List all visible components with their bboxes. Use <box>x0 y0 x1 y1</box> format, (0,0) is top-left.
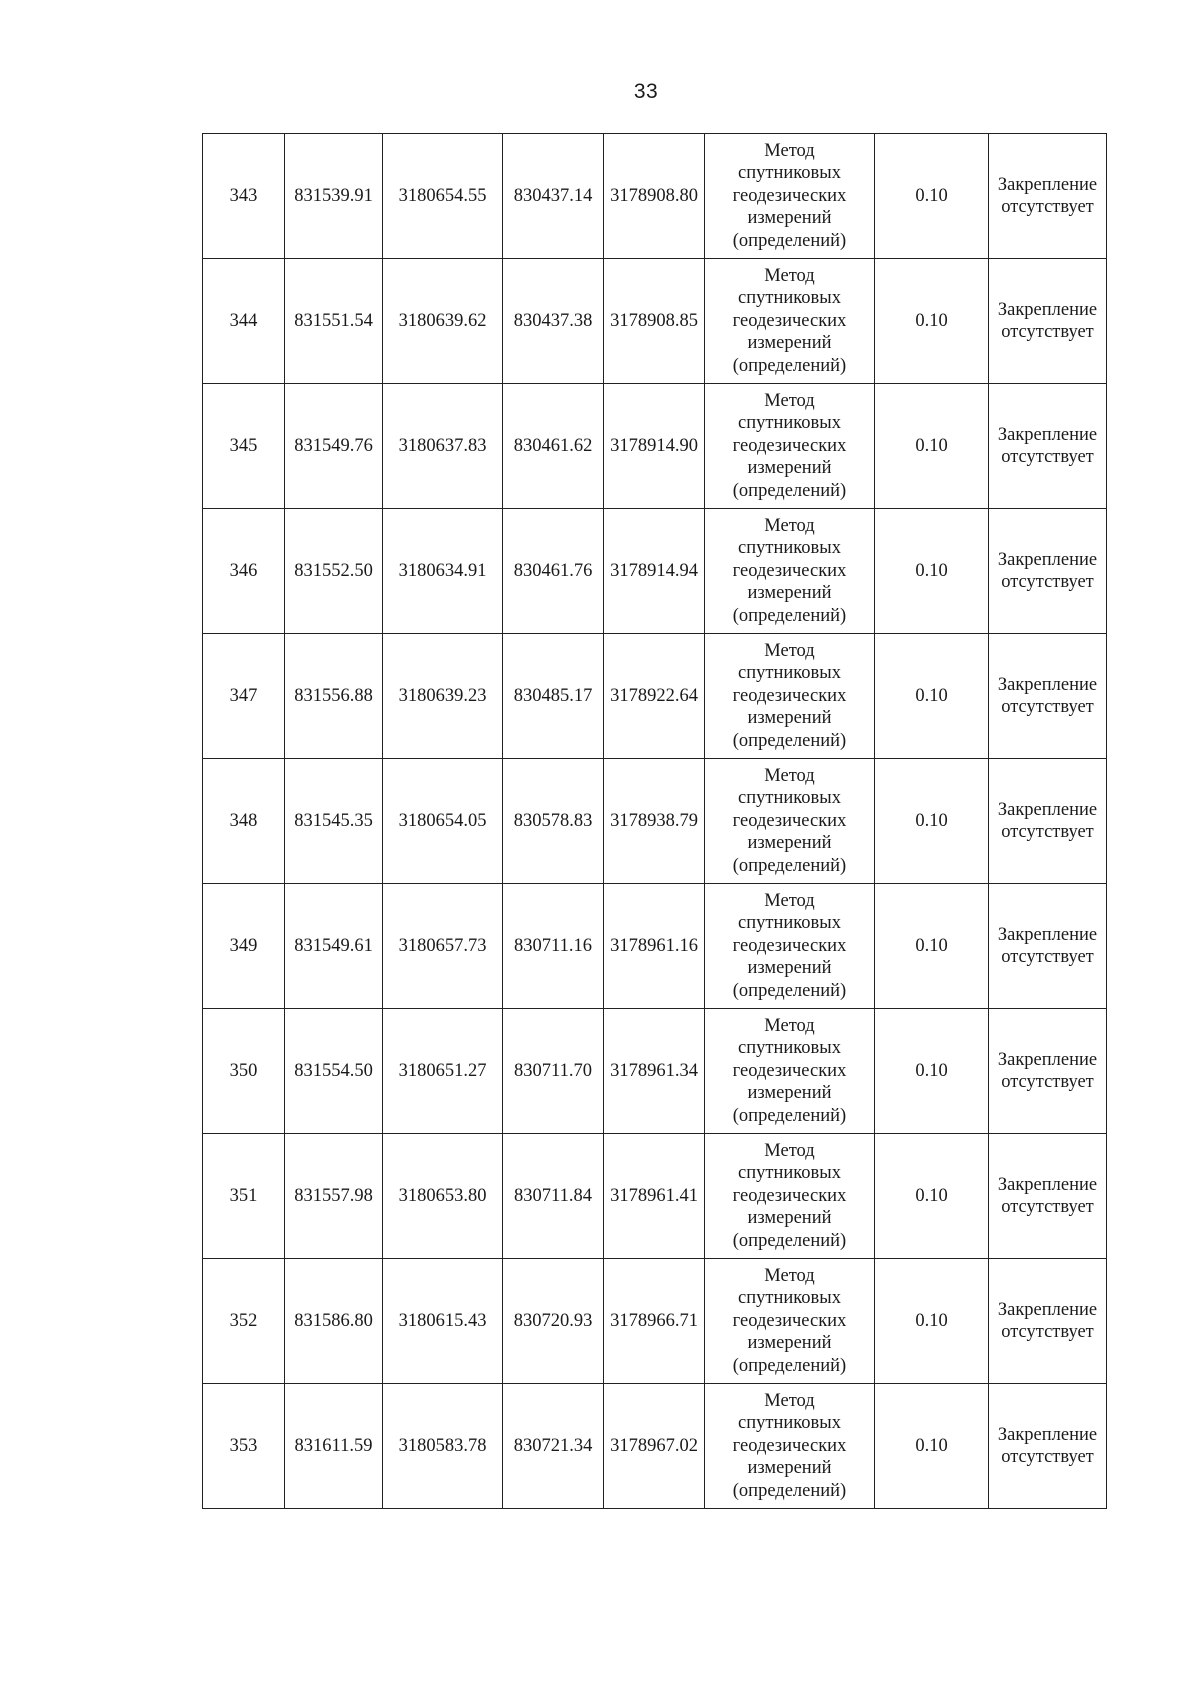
fixing-text-line: отсутствует <box>1001 1322 1094 1342</box>
x-coordinate-alt-cell: 830485.17 <box>503 634 604 759</box>
fixing-text-line: отсутствует <box>1001 822 1094 842</box>
point-number-cell: 343 <box>203 134 285 259</box>
table-row <box>203 259 1107 384</box>
method-text-line: спутниковых <box>738 1288 841 1309</box>
fixing-text-line: отсутствует <box>1001 572 1094 592</box>
y-coordinate-alt-cell: 3178961.16 <box>604 884 705 1009</box>
fixing-cell <box>989 259 1107 384</box>
method-text-line: измерений <box>747 458 832 479</box>
fixing-text-line: отсутствует <box>1001 697 1094 717</box>
method-cell <box>705 1259 875 1384</box>
fixing-cell <box>989 759 1107 884</box>
x-coordinate-cell: 831549.76 <box>285 384 383 509</box>
y-coordinate-alt-cell: 3178967.02 <box>604 1384 705 1509</box>
y-coordinate-alt-cell: 3178938.79 <box>604 759 705 884</box>
fixing-cell <box>989 509 1107 634</box>
method-text-line: Метод <box>764 640 815 661</box>
method-text-line: измерений <box>747 958 832 979</box>
y-coordinate-cell: 3180634.91 <box>383 509 503 634</box>
method-text-line: измерений <box>747 1333 832 1354</box>
fixing-cell <box>989 1009 1107 1134</box>
y-coordinate-alt-cell: 3178961.34 <box>604 1009 705 1134</box>
method-text-line: спутниковых <box>738 288 841 309</box>
accuracy-cell: 0.10 <box>875 1384 989 1509</box>
accuracy-cell: 0.10 <box>875 634 989 759</box>
y-coordinate-cell: 3180654.55 <box>383 134 503 259</box>
accuracy-cell: 0.10 <box>875 134 989 259</box>
fixing-cell <box>989 1259 1107 1384</box>
point-number-cell: 348 <box>203 759 285 884</box>
method-text-line: измерений <box>747 1208 832 1229</box>
point-number-cell: 347 <box>203 634 285 759</box>
y-coordinate-cell: 3180653.80 <box>383 1134 503 1259</box>
method-text-line: Метод <box>764 390 815 411</box>
point-number-cell: 345 <box>203 384 285 509</box>
fixing-text-line: Закрепление <box>997 299 1098 320</box>
method-text-line: геодезических <box>732 560 847 581</box>
accuracy-cell: 0.10 <box>875 259 989 384</box>
x-coordinate-alt-cell: 830711.16 <box>503 884 604 1009</box>
method-cell <box>705 634 875 759</box>
method-text-line: измерений <box>747 708 832 729</box>
method-text-line: измерений <box>747 1458 832 1479</box>
method-text-line: (определений) <box>732 1480 847 1501</box>
point-number-cell: 349 <box>203 884 285 1009</box>
method-text-line: геодезических <box>732 1435 847 1456</box>
accuracy-cell: 0.10 <box>875 1259 989 1384</box>
accuracy-cell: 0.10 <box>875 1009 989 1134</box>
x-coordinate-alt-cell: 830720.93 <box>503 1259 604 1384</box>
fixing-text-line: Закрепление <box>997 1174 1098 1195</box>
method-text-line: измерений <box>747 208 832 229</box>
accuracy-cell: 0.10 <box>875 509 989 634</box>
method-text-line: Метод <box>764 140 815 161</box>
table-row <box>203 759 1107 884</box>
method-text-line: (определений) <box>732 605 847 626</box>
y-coordinate-alt-cell: 3178908.85 <box>604 259 705 384</box>
x-coordinate-alt-cell: 830461.76 <box>503 509 604 634</box>
fixing-cell <box>989 634 1107 759</box>
y-coordinate-alt-cell: 3178922.64 <box>604 634 705 759</box>
method-text-line: (определений) <box>732 980 847 1001</box>
fixing-cell <box>989 1134 1107 1259</box>
table-row <box>203 1009 1107 1134</box>
method-text-line: спутниковых <box>738 163 841 184</box>
method-cell <box>705 759 875 884</box>
method-text-line: геодезических <box>732 1185 847 1206</box>
method-text-line: Метод <box>764 765 815 786</box>
method-text-line: геодезических <box>732 310 847 331</box>
y-coordinate-cell: 3180639.62 <box>383 259 503 384</box>
x-coordinate-cell: 831552.50 <box>285 509 383 634</box>
coordinates-table <box>202 133 1107 1509</box>
table-row <box>203 884 1107 1009</box>
method-text-line: (определений) <box>732 730 847 751</box>
method-cell <box>705 1009 875 1134</box>
x-coordinate-cell: 831611.59 <box>285 1384 383 1509</box>
method-cell <box>705 1384 875 1509</box>
table-row <box>203 509 1107 634</box>
method-text-line: спутниковых <box>738 413 841 434</box>
fixing-text-line: Закрепление <box>997 424 1098 445</box>
y-coordinate-alt-cell: 3178966.71 <box>604 1259 705 1384</box>
accuracy-cell: 0.10 <box>875 1134 989 1259</box>
x-coordinate-alt-cell: 830711.70 <box>503 1009 604 1134</box>
method-text-line: Метод <box>764 265 815 286</box>
fixing-text-line: Закрепление <box>997 549 1098 570</box>
method-text-line: (определений) <box>732 855 847 876</box>
y-coordinate-cell: 3180651.27 <box>383 1009 503 1134</box>
method-cell <box>705 384 875 509</box>
method-text-line: Метод <box>764 1265 815 1286</box>
method-text-line: геодезических <box>732 435 847 456</box>
y-coordinate-alt-cell: 3178914.90 <box>604 384 705 509</box>
point-number-cell: 350 <box>203 1009 285 1134</box>
fixing-cell <box>989 1384 1107 1509</box>
accuracy-cell: 0.10 <box>875 884 989 1009</box>
method-text-line: измерений <box>747 833 832 854</box>
method-cell <box>705 259 875 384</box>
fixing-text-line: отсутствует <box>1001 322 1094 342</box>
x-coordinate-cell: 831554.50 <box>285 1009 383 1134</box>
method-text-line: Метод <box>764 1390 815 1411</box>
fixing-text-line: отсутствует <box>1001 1447 1094 1467</box>
method-cell <box>705 1134 875 1259</box>
x-coordinate-alt-cell: 830711.84 <box>503 1134 604 1259</box>
y-coordinate-cell: 3180654.05 <box>383 759 503 884</box>
y-coordinate-cell: 3180615.43 <box>383 1259 503 1384</box>
fixing-text-line: Закрепление <box>997 1299 1098 1320</box>
fixing-text-line: отсутствует <box>1001 1197 1094 1217</box>
method-cell <box>705 884 875 1009</box>
x-coordinate-cell: 831545.35 <box>285 759 383 884</box>
accuracy-cell: 0.10 <box>875 384 989 509</box>
y-coordinate-cell: 3180637.83 <box>383 384 503 509</box>
method-text-line: Метод <box>764 515 815 536</box>
fixing-text-line: Закрепление <box>997 1424 1098 1445</box>
fixing-text-line: Закрепление <box>997 174 1098 195</box>
method-text-line: спутниковых <box>738 788 841 809</box>
method-text-line: геодезических <box>732 1310 847 1331</box>
table-body <box>203 134 1107 1509</box>
fixing-text-line: Закрепление <box>997 674 1098 695</box>
table-row <box>203 1384 1107 1509</box>
table-row <box>203 1259 1107 1384</box>
method-text-line: спутниковых <box>738 913 841 934</box>
method-text-line: (определений) <box>732 1230 847 1251</box>
x-coordinate-cell: 831557.98 <box>285 1134 383 1259</box>
method-text-line: измерений <box>747 583 832 604</box>
y-coordinate-alt-cell: 3178961.41 <box>604 1134 705 1259</box>
fixing-text-line: отсутствует <box>1001 947 1094 967</box>
fixing-cell <box>989 134 1107 259</box>
accuracy-cell: 0.10 <box>875 759 989 884</box>
x-coordinate-alt-cell: 830721.34 <box>503 1384 604 1509</box>
fixing-text-line: отсутствует <box>1001 197 1094 217</box>
y-coordinate-cell: 3180639.23 <box>383 634 503 759</box>
method-text-line: геодезических <box>732 1060 847 1081</box>
point-number-cell: 352 <box>203 1259 285 1384</box>
y-coordinate-alt-cell: 3178914.94 <box>604 509 705 634</box>
table-row <box>203 634 1107 759</box>
x-coordinate-alt-cell: 830437.14 <box>503 134 604 259</box>
method-text-line: геодезических <box>732 935 847 956</box>
method-text-line: измерений <box>747 333 832 354</box>
fixing-text-line: Закрепление <box>997 1049 1098 1070</box>
method-text-line: геодезических <box>732 685 847 706</box>
x-coordinate-cell: 831551.54 <box>285 259 383 384</box>
method-text-line: спутниковых <box>738 1163 841 1184</box>
fixing-text-line: Закрепление <box>997 799 1098 820</box>
method-text-line: измерений <box>747 1083 832 1104</box>
x-coordinate-cell: 831549.61 <box>285 884 383 1009</box>
method-text-line: Метод <box>764 890 815 911</box>
method-text-line: спутниковых <box>738 538 841 559</box>
table-row <box>203 134 1107 259</box>
point-number-cell: 351 <box>203 1134 285 1259</box>
method-text-line: (определений) <box>732 1105 847 1126</box>
method-text-line: спутниковых <box>738 1413 841 1434</box>
method-cell <box>705 509 875 634</box>
method-cell <box>705 134 875 259</box>
fixing-text-line: отсутствует <box>1001 1072 1094 1092</box>
point-number-cell: 346 <box>203 509 285 634</box>
method-text-line: (определений) <box>732 480 847 501</box>
table-row <box>203 1134 1107 1259</box>
x-coordinate-cell: 831539.91 <box>285 134 383 259</box>
method-text-line: спутниковых <box>738 663 841 684</box>
point-number-cell: 353 <box>203 1384 285 1509</box>
method-text-line: геодезических <box>732 185 847 206</box>
method-text-line: спутниковых <box>738 1038 841 1059</box>
method-text-line: геодезических <box>732 810 847 831</box>
x-coordinate-cell: 831556.88 <box>285 634 383 759</box>
fixing-cell <box>989 384 1107 509</box>
page-number: 33 <box>633 80 659 103</box>
table-row <box>203 384 1107 509</box>
fixing-text-line: отсутствует <box>1001 447 1094 467</box>
fixing-cell <box>989 884 1107 1009</box>
point-number-cell: 344 <box>203 259 285 384</box>
method-text-line: (определений) <box>732 230 847 251</box>
x-coordinate-cell: 831586.80 <box>285 1259 383 1384</box>
x-coordinate-alt-cell: 830437.38 <box>503 259 604 384</box>
fixing-text-line: Закрепление <box>997 924 1098 945</box>
method-text-line: (определений) <box>732 1355 847 1376</box>
y-coordinate-cell: 3180657.73 <box>383 884 503 1009</box>
x-coordinate-alt-cell: 830461.62 <box>503 384 604 509</box>
method-text-line: Метод <box>764 1140 815 1161</box>
x-coordinate-alt-cell: 830578.83 <box>503 759 604 884</box>
method-text-line: Метод <box>764 1015 815 1036</box>
y-coordinate-alt-cell: 3178908.80 <box>604 134 705 259</box>
method-text-line: (определений) <box>732 355 847 376</box>
y-coordinate-cell: 3180583.78 <box>383 1384 503 1509</box>
